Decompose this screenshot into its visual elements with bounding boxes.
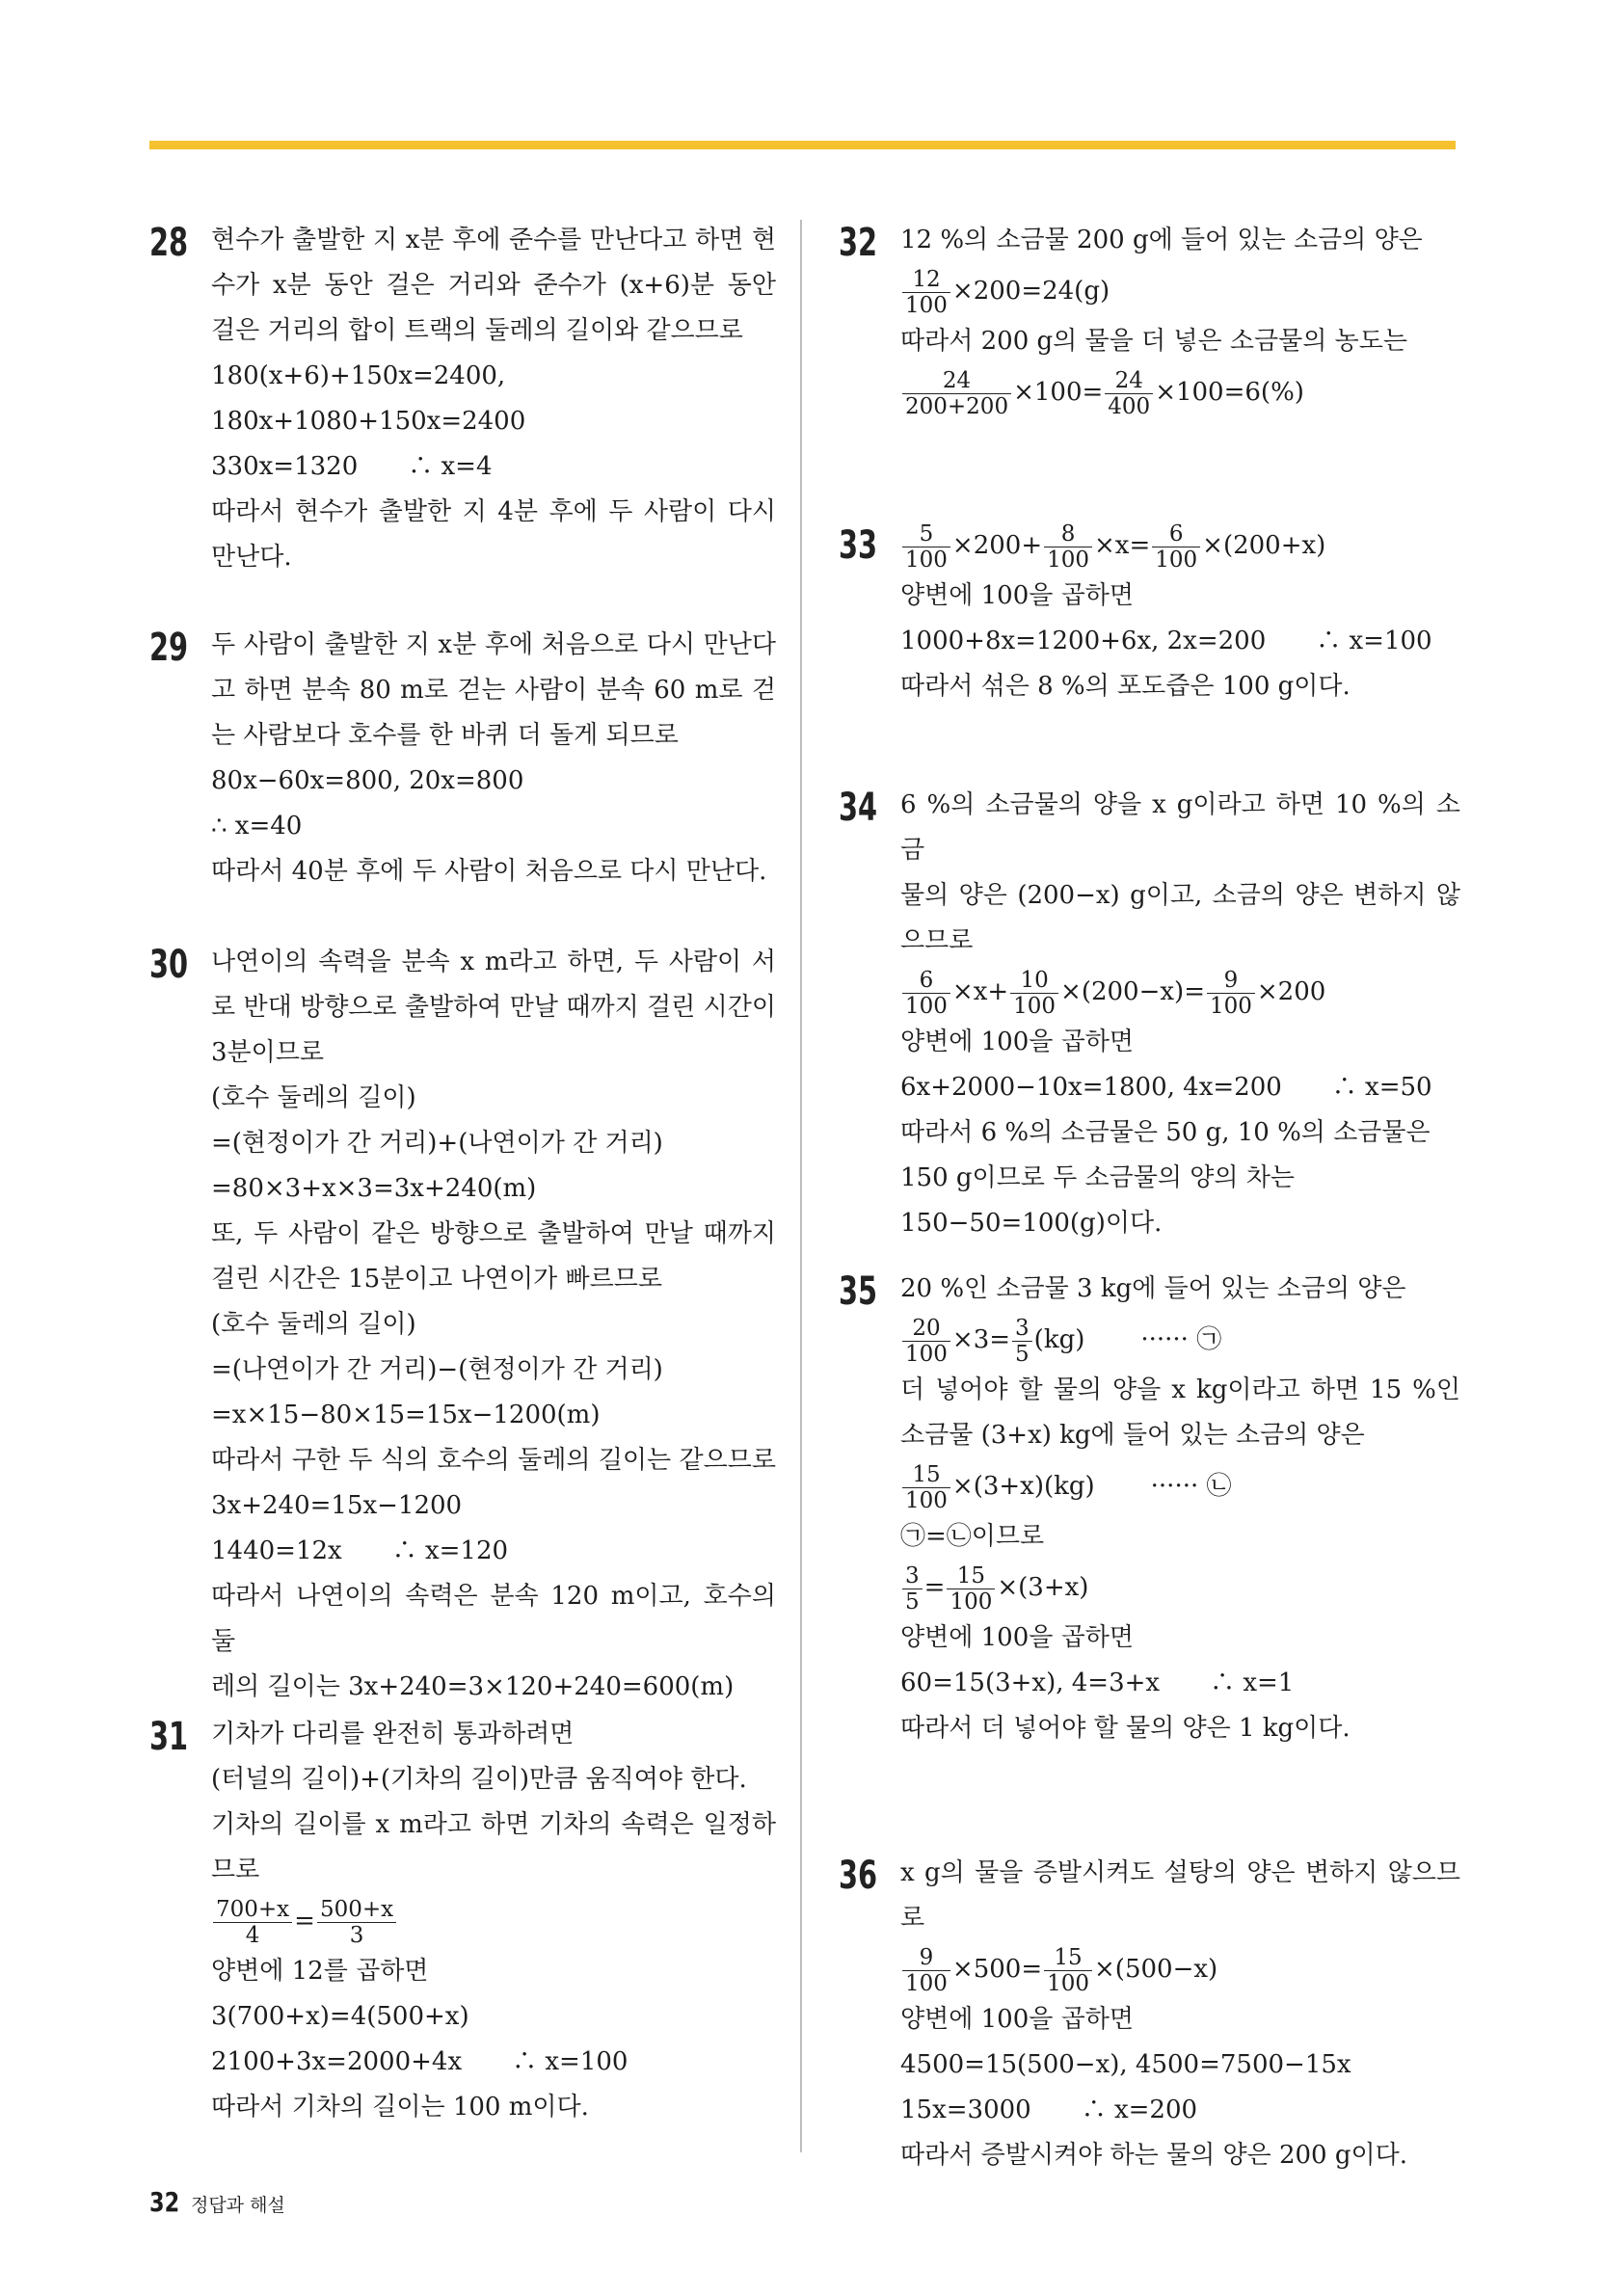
- solution-line: (터널의 길이)+(기차의 길이)만큼 움직여야 한다.: [211, 1765, 747, 1794]
- denominator: 100: [1013, 993, 1057, 1019]
- fraction: [902, 267, 950, 318]
- denominator: 5: [1015, 1341, 1030, 1367]
- numerator: 15: [1044, 1945, 1092, 1971]
- equation-text: (kg): [1033, 1325, 1085, 1354]
- fraction-equation: [900, 964, 1460, 1020]
- equation-marker: ······ ㉡: [1150, 1472, 1232, 1501]
- solution-line: 양변에 12를 곱하면: [211, 1957, 429, 1986]
- fraction-equation: [900, 1458, 1460, 1514]
- solution-line: 따라서 증발시켜야 하는 물의 양은 200 g이다.: [900, 2141, 1407, 2170]
- solution-line: 양변에 100을 곱하면: [900, 2005, 1134, 2034]
- equation-line: =(현정이가 간 거리)+(나연이가 간 거리): [211, 1129, 663, 1158]
- solution-line: 양변에 100을 곱하면: [900, 1028, 1134, 1056]
- equation-line: 3x+240=15x−1200: [211, 1491, 463, 1520]
- equation-line: ∴ x=40: [211, 812, 303, 841]
- fraction: [213, 1897, 292, 1948]
- equation-line: 15x=3000 ∴ x=200: [900, 2096, 1198, 2124]
- solution-line: 따라서 현수가 출발한 지 4분 후에 두 사람이 다시: [211, 497, 776, 526]
- problem-number: 33: [839, 523, 878, 568]
- numerator: 10: [1010, 968, 1058, 994]
- solution-line: 더 넣어야 할 물의 양을 x kg이라고 하면 15 %인: [900, 1375, 1460, 1404]
- equation-text: ×(3+x)(kg): [951, 1472, 1095, 1501]
- denominator: 100: [905, 1341, 948, 1367]
- equation-marker: ······ ㉠: [1140, 1325, 1222, 1354]
- numerator: 15: [947, 1563, 995, 1589]
- equation-text: ×500=: [951, 1955, 1043, 1984]
- fraction: [1152, 521, 1200, 573]
- problem-number: 31: [149, 1715, 189, 1759]
- problem-number: 36: [839, 1854, 878, 1898]
- fraction: [1012, 1316, 1032, 1367]
- solution-line: 으므로: [900, 926, 974, 955]
- problem-number: 30: [149, 943, 189, 987]
- equation-line: 180x+1080+150x=2400: [211, 407, 526, 436]
- equation-line: 4500=15(500−x), 4500=7500−15x: [900, 2050, 1351, 2079]
- denominator: 200+200: [905, 393, 1009, 419]
- problem-number: 32: [839, 221, 878, 265]
- page-number: 32: [149, 2186, 180, 2218]
- solution-line: 양변에 100을 곱하면: [900, 581, 1134, 610]
- solution-line: 므로: [211, 1855, 260, 1884]
- solution-line: 3분이므로: [211, 1038, 325, 1067]
- solution-line: (호수 둘레의 길이): [211, 1310, 416, 1339]
- denominator: 4: [245, 1922, 260, 1948]
- solution-line: 현수가 출발한 지 x분 후에 준수를 만난다고 하면 현: [211, 226, 776, 254]
- solution-line: 따라서 섞은 8 %의 포도즙은 100 g이다.: [900, 672, 1351, 701]
- denominator: 100: [905, 292, 948, 318]
- solution-line: 소금물 (3+x) kg에 들어 있는 소금의 양은: [900, 1421, 1365, 1450]
- problem-number: 34: [839, 786, 878, 830]
- equation-text: ×(3+x): [997, 1573, 1089, 1602]
- equation-line: 1440=12x ∴ x=120: [211, 1536, 509, 1565]
- equals-sign: =: [294, 1907, 315, 1936]
- fraction-equation: [900, 1312, 1460, 1368]
- page-footer: [149, 2186, 285, 2218]
- numerator: 3: [1012, 1316, 1032, 1342]
- equation-text: ×200=24(g): [951, 277, 1110, 306]
- problem-number: 35: [839, 1269, 878, 1314]
- fraction: [902, 368, 1011, 419]
- column-divider: [800, 220, 802, 2152]
- fraction: [1105, 368, 1153, 419]
- fraction: [902, 1316, 950, 1367]
- equation-line: =(나연이가 간 거리)−(현정이가 간 거리): [211, 1355, 663, 1384]
- solution-line: 레의 길이는 3x+240=3×120+240=600(m): [211, 1672, 735, 1701]
- fraction: [1044, 521, 1092, 573]
- fraction: [1044, 1945, 1092, 1996]
- solution-line: 기차의 길이를 x m라고 하면 기차의 속력은 일정하: [211, 1810, 776, 1839]
- denominator: 100: [1047, 547, 1090, 573]
- numerator: 6: [902, 968, 950, 994]
- solution-line: 따라서 6 %의 소금물은 50 g, 10 %의 소금물은: [900, 1118, 1431, 1147]
- equation-line: 3(700+x)=4(500+x): [211, 2002, 469, 2031]
- equation-line: 80x−60x=800, 20x=800: [211, 766, 524, 795]
- solution-line: 수가 x분 동안 걸은 거리와 준수가 (x+6)분 동안: [211, 271, 776, 300]
- denominator: 100: [905, 993, 948, 1019]
- fraction: [902, 1945, 950, 1996]
- fraction: [947, 1563, 995, 1615]
- equation-line: 6x+2000−10x=1800, 4x=200 ∴ x=50: [900, 1073, 1432, 1102]
- solution-line: 150 g이므로 두 소금물의 양의 차는: [900, 1163, 1295, 1192]
- solution-line: 12 %의 소금물 200 g에 들어 있는 소금의 양은: [900, 226, 1423, 254]
- equation-line: =80×3+x×3=3x+240(m): [211, 1174, 537, 1203]
- solution-line: 또, 두 사람이 같은 방향으로 출발하여 만날 때까지: [211, 1219, 776, 1248]
- solution-line: ㉠=㉡이므로: [900, 1522, 1045, 1551]
- problem-number: 29: [149, 626, 189, 670]
- numerator: 8: [1044, 521, 1092, 547]
- fraction: [1010, 968, 1058, 1019]
- solution-line: 나연이의 속력을 분속 x m라고 하면, 두 사람이 서: [211, 948, 776, 976]
- solution-line: 기차가 다리를 완전히 통과하려면: [211, 1720, 575, 1749]
- equation-text: ×200+: [951, 531, 1043, 560]
- solution-line: 20 %인 소금물 3 kg에 들어 있는 소금의 양은: [900, 1274, 1406, 1303]
- fraction: [902, 521, 950, 573]
- solution-line: 6 %의 소금물의 양을 x g이라고 하면 10 %의 소금: [900, 790, 1460, 865]
- fraction-equation: [900, 364, 1460, 420]
- solution-line: x g의 물을 증발시켜도 설탕의 양은 변하지 않으므로: [900, 1858, 1460, 1933]
- solution-line: 걸린 시간은 15분이고 나연이가 빠르므로: [211, 1265, 662, 1294]
- numerator: 9: [902, 1945, 950, 1971]
- numerator: 15: [902, 1462, 950, 1488]
- equation-line: =x×15−80×15=15x−1200(m): [211, 1401, 601, 1429]
- equation-line: 330x=1320 ∴ x=4: [211, 452, 493, 481]
- equation-text: ×(500−x): [1094, 1955, 1218, 1984]
- denominator: 100: [905, 547, 948, 573]
- solution-line: 두 사람이 출발한 지 x분 후에 처음으로 다시 만난다: [211, 630, 776, 659]
- fraction: [1207, 968, 1255, 1019]
- footer-title: 정답과 해설: [190, 2195, 285, 2216]
- equation-text: =: [923, 1573, 946, 1602]
- numerator: 9: [1207, 968, 1255, 994]
- solution-line: 따라서 더 넣어야 할 물의 양은 1 kg이다.: [900, 1714, 1351, 1743]
- numerator: 24: [1105, 368, 1153, 394]
- denominator: 100: [905, 1487, 948, 1513]
- fraction: [902, 1563, 923, 1615]
- solution-line: (호수 둘레의 길이): [211, 1083, 416, 1112]
- numerator: 3: [902, 1563, 923, 1589]
- solution-line: 따라서 200 g의 물을 더 넣은 소금물의 농도는: [900, 327, 1407, 356]
- equation-line: 60=15(3+x), 4=3+x ∴ x=1: [900, 1669, 1295, 1697]
- numerator: 24: [902, 368, 1011, 394]
- solution-line: 고 하면 분속 80 m로 걷는 사람이 분속 60 m로 걷: [211, 676, 776, 705]
- numerator: 5: [902, 521, 950, 547]
- denominator: 100: [1209, 993, 1252, 1019]
- fraction: [902, 1462, 950, 1513]
- solution-line: 따라서 기차의 길이는 100 m이다.: [211, 2093, 589, 2122]
- solution-line: 150−50=100(g)이다.: [900, 1209, 1163, 1238]
- equation-text: ×(200−x)=: [1060, 977, 1205, 1006]
- fraction-equation: [211, 1893, 776, 1949]
- solution-line: 로 반대 방향으로 출발하여 만날 때까지 걸린 시간이: [211, 993, 776, 1022]
- denominator: 100: [905, 1970, 948, 1996]
- fraction-equation: [900, 1941, 1460, 1997]
- solution-line: 걸은 거리의 합이 트랙의 둘레의 길이와 같으므로: [211, 316, 743, 345]
- top-accent-rule: [149, 141, 1456, 149]
- denominator: 100: [1155, 547, 1198, 573]
- equation-text: ×x+: [951, 977, 1009, 1006]
- equation-text: ×100=6(%): [1155, 378, 1304, 407]
- denominator: 400: [1108, 393, 1151, 419]
- denominator: 3: [349, 1922, 364, 1948]
- numerator: 20: [902, 1316, 950, 1342]
- equation-line: 180(x+6)+150x=2400,: [211, 361, 506, 390]
- denominator: 5: [905, 1589, 920, 1615]
- solution-line: 따라서 구한 두 식의 호수의 둘레의 길이는 같으므로: [211, 1446, 776, 1475]
- denominator: 100: [950, 1589, 993, 1615]
- equation-text: ×100=: [1013, 378, 1104, 407]
- fraction-equation: [900, 518, 1460, 574]
- solution-line: 는 사람보다 호수를 한 바퀴 더 돌게 되므로: [211, 721, 679, 750]
- denominator: 100: [1047, 1970, 1090, 1996]
- equation-line: 1000+8x=1200+6x, 2x=200 ∴ x=100: [900, 627, 1432, 655]
- numerator: 700+x: [213, 1897, 292, 1923]
- equation-text: ×x=: [1094, 531, 1151, 560]
- fraction: [317, 1897, 396, 1948]
- problem-number: 28: [149, 221, 189, 265]
- numerator: 6: [1152, 521, 1200, 547]
- fraction: [902, 968, 950, 1019]
- fraction-equation: [900, 263, 1460, 319]
- solution-line: 만난다.: [211, 543, 292, 572]
- numerator: 500+x: [317, 1897, 396, 1923]
- fraction-equation: [900, 1560, 1460, 1615]
- solution-line: 양변에 100을 곱하면: [900, 1623, 1134, 1652]
- equation-text: ×200: [1256, 977, 1326, 1006]
- numerator: 12: [902, 267, 950, 293]
- equation-line: 2100+3x=2000+4x ∴ x=100: [211, 2047, 629, 2076]
- solution-line: 따라서 나연이의 속력은 분속 120 m이고, 호수의 둘: [211, 1582, 776, 1656]
- solution-line: 따라서 40분 후에 두 사람이 처음으로 다시 만난다.: [211, 857, 767, 886]
- solution-line: 물의 양은 (200−x) g이고, 소금의 양은 변하지 않: [900, 881, 1460, 910]
- equation-text: ×(200+x): [1202, 531, 1326, 560]
- equation-text: ×3=: [951, 1325, 1011, 1354]
